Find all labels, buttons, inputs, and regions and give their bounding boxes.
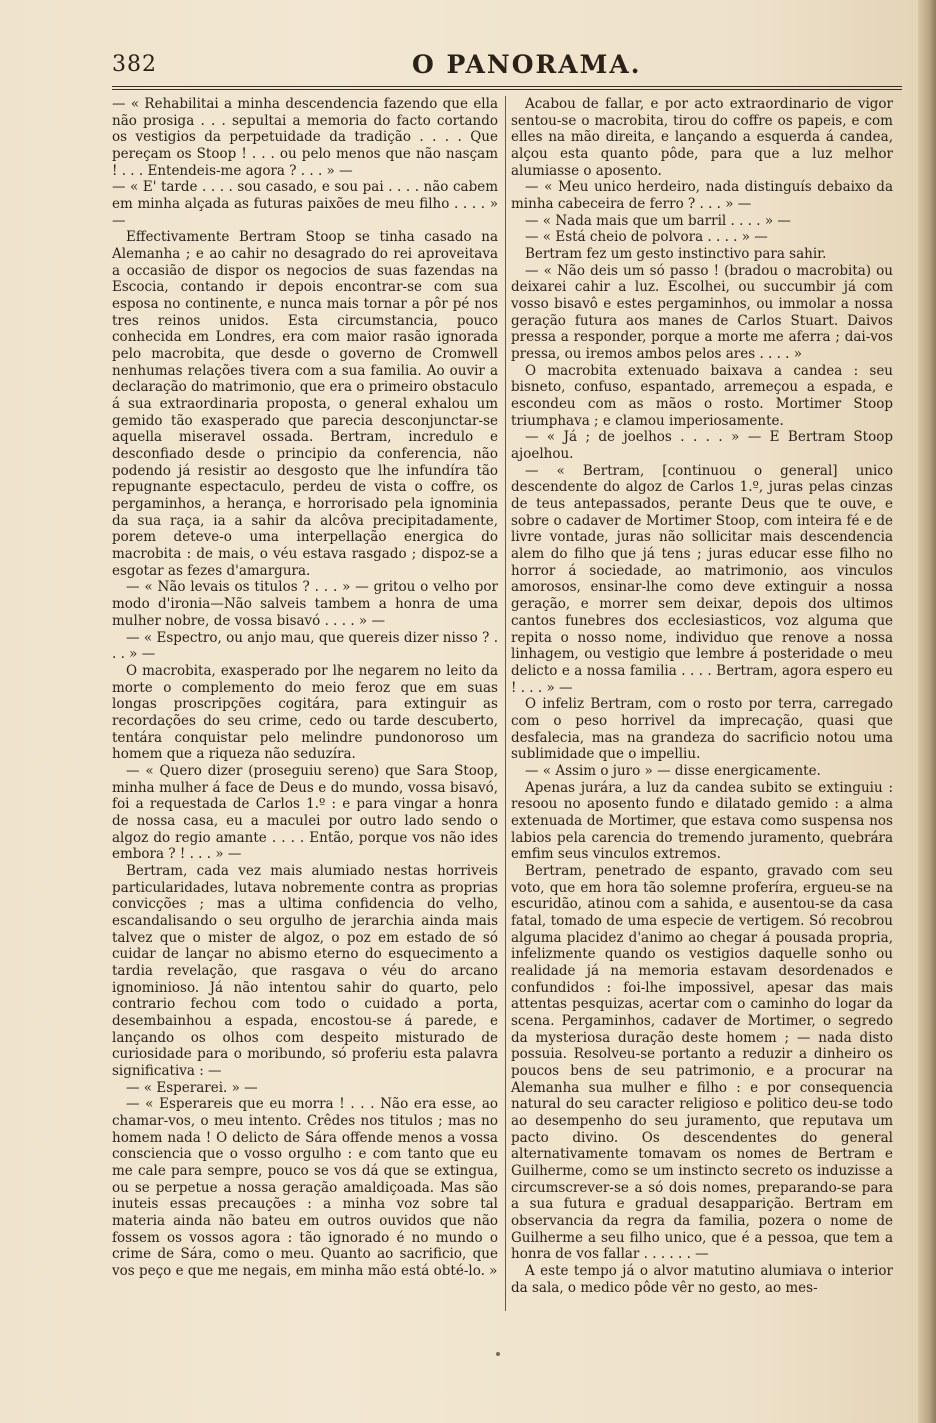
paragraph: Effectivamente Bertram Stoop se tinha casado na Alemanha ; e ao cahir no desagrado do rei aproveitava a occasião de dispor os negocios de suas fazendas na Escocia, contando ir depois encontrar-se com sua esposa no continente, e nunca mais tornar a pôr pé nos tres reinos unidos. Esta circumstancia, pouco conhecida em Londres, era com maior rasão ignorada pelo macrobita, que desde o governo de Cromwell nenhumas relações tivera com a sua familia. Ao ouvir a declaração do matrimonio, que era o primeiro obstaculo á sua extraordinaria proposta, o general exhalou um gemido tão exasperado que parecia desconjunctar-se aquella miseravel ossada. Bertram, incredulo e desconfiado desde o principio da conferencia, não podendo já resistir ao desgosto que lhe infundíra tão repugnante espectaculo, perdeu de vista o coffre, os pergaminhos, a herança, e horrorisado pela ignominia da sua raça, ia a sahir da alcôva precipitadamente, porem deteve-o uma interpellação energica do macrobita : de mais, o véu estava rasgado ; dispoz-se a esgotar as fezes d'amargura. [112,229,498,579]
right-column [511,96,893,1296]
paragraph: O macrobita, exasperado por lhe negarem no leito da morte o complemento do meio feroz que em suas longas proscripções cogitára, para extinguir as recordações do seu crime, cedo ou tarde descuberto, tentára conquistar pelo melindre pundonoroso um homem que a riqueza não seduzíra. [112,662,498,763]
page-number: 382 [112,52,157,77]
paragraph: O infeliz Bertram, com o rosto por terra, carregado com o peso horrivel da imprecação, quasi que desfalecia, mas na grandeza do sacrificio notou uma sublimidade que o impelliu. [511,696,893,763]
paragraph: — « E' tarde . . . . sou casado, e sou pai . . . . não cabem em minha alçada as futuras paixões de meu filho . . . . » — [112,179,498,229]
paragraph: A este tempo já o alvor matutino alumiava o interior da sala, o medico pôde vêr no gesto, ao mes- [511,1263,893,1296]
paragraph: Apenas jurára, a luz da candea subito se extinguiu : resoou no aposento fundo e dilatado gemido : a alma extenuada de Mortimer, que estava como suspensa nos labios pela carencia do tremendo juramento, quebrára emfim seus vinculos extremos. [511,779,893,863]
page-header [112,50,902,84]
paragraph: Bertram, cada vez mais alumiado nestas horriveis particularidades, lutava nobremente contra as proprias convicções ; mas a ultima confidencia do velho, escandalisando o seu orgulho de jerarchia ainda mais talvez que o mister de algoz, o poz em estado de só cuidar de lançar no abismo eterno do esquecimento a tardia revelação, que rasgava o véu do arcano ignominioso. Já não intentou sahir do quarto, pelo contrario fechou com todo o cuidado a porta, desembainhou a espada, encostou-se á parede, e lançando os olhos com despeito misturado de curiosidade para o moribundo, só proferiu esta palavra significativa : — [112,862,498,1079]
paragraph: — « Rehabilitai a minha descendencia fazendo que ella não prosiga . . . sepultai a memoria do facto cortando os vestigios da perpetuidade da tradição . . . . Que pereçam os Stoop ! . . . ou pelo menos que não nasçam ! . . . Entendeis-me agora ? . . . » — [112,96,498,179]
paragraph: Acabou de fallar, e por acto extraordinario de vigor sentou-se o macrobita, tirou do coffre os papeis, e com elles na mão direita, e lançando a esquerda á candea, alçou esta quanto pôde, para que a luz melhor alumiasse o aposento. [511,96,893,179]
paragraph: — « Não deis um só passo ! (bradou o macrobita) ou deixarei cahir a luz. Escolhei, ou succumbir já com vosso bisavô e estes pergaminhos, ou immolar a nossa geração futura aos manes de Carlos Stuart. Daivos pressa a responder, porque a morte me aferra ; dai-vos pressa, ou iremos ambos pelos ares . . . . » [511,262,893,363]
paragraph: O macrobita extenuado baixava a candea : seu bisneto, confuso, espantado, arremeçou a espada, e escondeu com as mãos o rosto. Mortimer Stoop triumphava ; e clamou imperiosamente. [511,362,893,429]
paragraph: — « Esperareis que eu morra ! . . . Não era esse, ao chamar-vos, o meu intento. Crêdes nos titulos ; mas no homem nada ! O delicto de Sára offende menos a vossa consciencia que o vosso orgulho : e com tanto que eu me cale para sempre, pouco se vos dá que se extingua, ou se perpetue a nossa geração amaldiçoada. Mas são inuteis essas precauções : a minha voz sobre tal materia ainda não bateu em outros ouvidos que não fossem os vossos agora : tão ignorado é no mundo o crime de Sára, como o meu. Quanto ao sacrificio, que vos peço e que me negais, em minha mão está obté-lo. » [112,1096,498,1280]
paragraph: — « Nada mais que um barril . . . . » — [525,212,791,229]
left-column [112,96,498,1280]
paragraph: — « Esperarei. » — [126,1079,258,1096]
paragraph: — « Assim o juro » — disse energicamente. [525,762,821,779]
header-rule [112,86,902,87]
paragraph: — « Espectro, ou anjo mau, que quereis dizer nisso ? . . . » — [112,629,498,663]
paragraph: — « Bertram, [continuou o general] unico descendente do algoz de Carlos 1.º, juras pelas cinzas de teus antepassados, perante Deus que te ouve, e sobre o cadaver de Mortimer Stoop, com inteira fé e de livre vontade, juras não sollicitar mais descendencia alem do filho que já tens ; juras educar esse filho no horror á sociedade, ao matrimonio, aos vinculos amorosos, ensinar-lhe como deve extinguir a nossa geração, e morrer sem deixar, depois dos ultimos cantos funebres dos ecclesiasticos, voz alguma que repita o nosso nome, individuo que renove a nossa linhagem, ou vestigio que lembre á posteridade o meu delicto e a nossa familia . . . . Bertram, agora espero eu ! . . . » — [511,462,893,696]
column-divider [505,96,506,1311]
header-rule-double [112,89,902,90]
paragraph: — « Está cheio de polvora . . . . » — [525,229,768,246]
page-edge-shadow [918,0,936,1423]
paragraph: — « Quero dizer (proseguiu sereno) que Sara Stoop, minha mulher á face de Deus e do mundo, vossa bisavó, foi a requestada de Carlos 1.º : e para vingar a honra de nossa casa, eu a maculei por outro lado sendo o algoz do regio amante . . . . Então, porque vos não ides embora ? ! . . . » — [112,762,498,863]
paragraph: Bertram fez um gesto instinctivo para sahir. [525,246,827,263]
paragraph: — « Meu unico herdeiro, nada distinguís debaixo da minha cabeceira de ferro ? . . . » — [511,179,893,213]
paragraph: — « Não levais os titulos ? . . . » — gritou o velho por modo d'ironia—Não salveis tambem a honra de uma mulher nobre, de vossa bisavó . . . . » — [112,579,498,629]
ink-dot [496,1352,500,1356]
paragraph: Bertram, penetrado de espanto, gravado com seu voto, que em hora tão solemne proferíra, ergueu-se na escuridão, atinou com a sahida, e ausentou-se da casa fatal, tomado de uma especie de vertigem. Só recobrou alguma placidez d'animo ao chegar á pousada propria, infelizmente quando os vestigios daquelle sonho ou realidade já na memoria estavam desordenados e confundidos : foi-lhe impossivel, apesar das mais attentas pesquizas, acertar com o caminho do logar da scena. Pergaminhos, cadaver de Mortimer, o segredo da mysteriosa duração deste homem ; — nada disto possuia. Resolveu-se portanto a reduzir a dinheiro os poucos bens de seu patrimonio, e a procurar na Alemanha sua mulher e filho : e por consequencia natural do seu caracter religioso e politico deu-se todo ao desempenho do seu juramento, que reputava um pacto divino. Os descendentes do general alternativamente tomavam os nomes de Bertram e Guilherme, como se um instincto secreto os induzisse a circumscrever-se a só dois nomes, preparando-se para a sua futura e gradual desapparição. Bertram em observancia da regra da familia, pozera o nome de Guilherme a seu filho unico, que é a pessoa, que tem a honra de vos fallar . . . . . . — [511,862,893,1263]
paragraph: — « Já ; de joelhos . . . . » — E Bertram Stoop ajoelhou. [511,429,893,463]
running-title: O PANORAMA. [412,50,642,79]
